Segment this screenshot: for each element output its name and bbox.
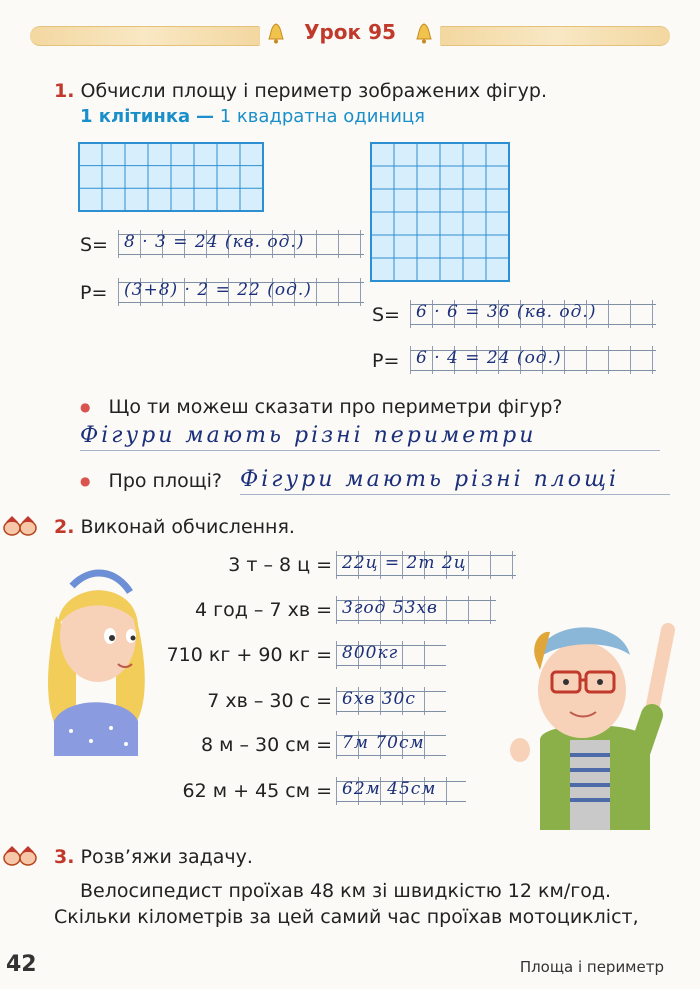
figure1-rectangle (78, 142, 264, 212)
task-number: 3. (54, 846, 75, 868)
fig1-p-answer-field[interactable] (118, 278, 364, 306)
calc-answer: 22ц = 2т 2ц (342, 553, 467, 573)
banner-ribbon-right (440, 26, 670, 46)
fig1-p-answer: (3+8) · 2 = 22 (од.) (124, 280, 312, 300)
fig2-s-label: S= (372, 304, 400, 326)
task-number: 1. (54, 80, 75, 102)
fig2-p-label: P= (372, 350, 400, 372)
task-title: Розв’яжи задачу. (80, 846, 253, 868)
question-perimeters (80, 396, 563, 418)
banner-ribbon-left (30, 26, 260, 46)
fig2-p-answer: 6 · 4 = 24 (од.) (416, 348, 562, 368)
task3-text-line2: Скільки кілометрів за цей самий час проїхав мотоцикліст, (54, 906, 639, 928)
calc-expression: 4 год – 7 хв = (195, 599, 332, 621)
girl-illustration (36, 556, 156, 756)
calc-answer: 7м 70см (342, 733, 425, 753)
question-perimeters-text: Що ти можеш сказати про периметри фігур? (108, 396, 563, 418)
calc-answer: 6хв 30с (342, 689, 416, 709)
calc-expression: 710 кг + 90 кг = (166, 644, 332, 666)
task1-subtitle (80, 106, 425, 127)
fig1-s-answer-field[interactable] (118, 230, 364, 258)
calc-expression: 7 хв – 30 с = (207, 690, 332, 712)
answer-perimeters: Фігури мають різні периметри (80, 423, 537, 448)
task-title: Виконай обчислення. (80, 516, 295, 538)
bell-icon (414, 22, 434, 46)
task-number: 2. (54, 516, 75, 538)
page-number: 42 (6, 952, 37, 977)
pair-work-icon (2, 514, 38, 538)
fig2-p-answer-field[interactable] (410, 346, 656, 374)
task3-text-line1: Велосипедист проїхав 48 км зі швидкістю 12 км/год. (80, 880, 612, 902)
fig2-s-answer-field[interactable] (410, 300, 656, 328)
calc-answer: 62м 45см (342, 779, 437, 799)
calc-answer: 800кг (342, 643, 399, 663)
question-areas-text: Про площі? (108, 470, 222, 492)
answer-perimeters-field[interactable] (80, 420, 660, 451)
calc-answer-field[interactable] (336, 551, 516, 579)
calc-answer-field[interactable] (336, 641, 446, 669)
task2-heading (54, 516, 295, 538)
fig1-p-label: P= (80, 282, 108, 304)
fig1-s-label: S= (80, 234, 108, 256)
figure2-square (370, 142, 510, 282)
fig1-s-answer: 8 · 3 = 24 (кв. од.) (124, 232, 305, 252)
calc-answer: 3год 53хв (342, 598, 438, 618)
pair-work-icon (2, 844, 38, 868)
task1-heading (54, 80, 547, 102)
calc-expression: 3 т – 8 ц = (228, 554, 332, 576)
bell-icon (266, 22, 286, 46)
answer-areas-field[interactable] (240, 464, 670, 495)
subtitle-part2: 1 квадратна одиниця (219, 106, 425, 127)
fig2-s-answer: 6 · 6 = 36 (кв. од.) (416, 302, 597, 322)
calc-answer-field[interactable] (336, 596, 496, 624)
question-areas (80, 470, 222, 492)
task3-heading (54, 846, 253, 868)
calc-answer-field[interactable] (336, 687, 446, 715)
lesson-title: Урок 95 (304, 20, 396, 44)
section-title: Площа і периметр (519, 958, 664, 976)
lesson-banner (30, 18, 670, 54)
calc-expression: 8 м – 30 см = (201, 734, 332, 756)
calc-expression: 62 м + 45 см = (182, 780, 332, 802)
answer-areas: Фігури мають різні площі (240, 467, 620, 492)
subtitle-dash: — (195, 106, 214, 127)
boy-illustration (500, 600, 690, 830)
calc-answer-field[interactable] (336, 731, 446, 759)
calc-answer-field[interactable] (336, 777, 466, 805)
task-title: Обчисли площу і периметр зображених фігур. (80, 80, 547, 102)
subtitle-part1: 1 клітинка (80, 106, 191, 127)
